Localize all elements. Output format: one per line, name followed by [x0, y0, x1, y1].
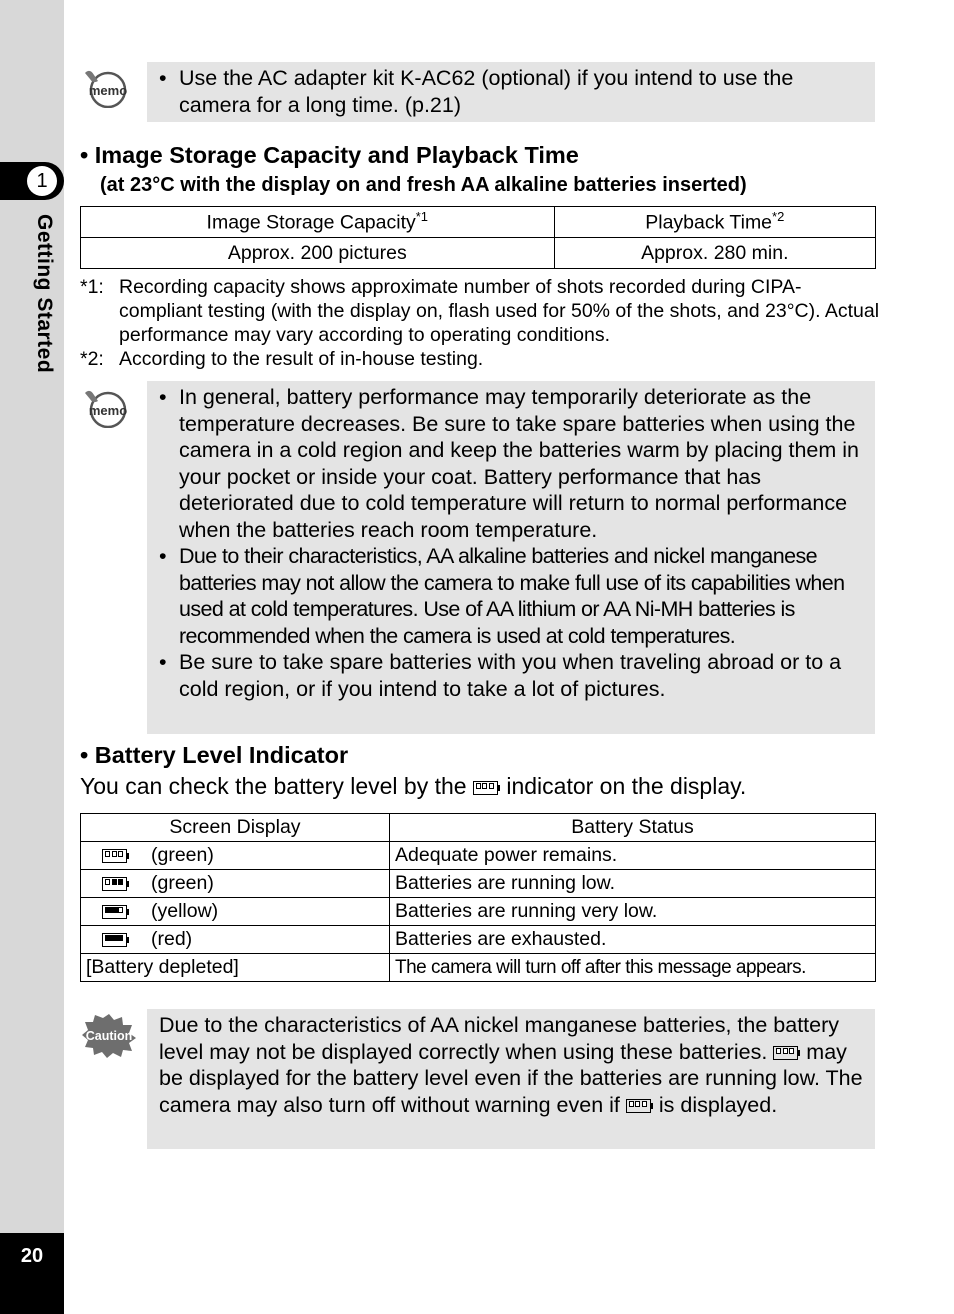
memo-item: • Be sure to take spare batteries with you when traveling abroad or to a cold region, or if you intend to take a lot of pictures. [159, 649, 865, 702]
table-row [81, 870, 876, 898]
table-row [81, 926, 876, 954]
battery-half-icon [102, 877, 129, 891]
indicator-color-label: (red) [151, 928, 193, 950]
indicator-color-label: (yellow) [151, 900, 219, 922]
caution-text-1: Due to the characteristics of AA nickel manganese batteries, the battery level may not be displayed correctly when using these batteries. [159, 1013, 840, 1064]
footnote-1: *1: Recording capacity shows approximate number of shots recorded during CIPA-compliant testing (with the display on, flash used for 50% of the shots, and 23°C). Actual performance may vary according to operating conditions. [80, 276, 880, 346]
memo-icon [82, 68, 130, 108]
storage-capacity-value: Approx. 200 pictures [81, 238, 555, 269]
table-row [81, 898, 876, 926]
caution-text-2: may be displayed for the battery level even if the batteries are running low. The camera may also turn off without warning even if [159, 1039, 863, 1117]
battery-status-text: Batteries are running very low. [390, 898, 876, 926]
memo-box-cold-weather [147, 381, 875, 734]
battery-depleted-label: [Battery depleted] [81, 954, 390, 982]
page-number: 20 [20, 1245, 44, 1267]
chapter-title: Getting Started [33, 214, 56, 374]
battery-status-text: The camera will turn off after this message appears. [390, 954, 876, 982]
battery-level-table [80, 813, 876, 982]
footnote-2: *2: According to the result of in-house testing. [80, 348, 484, 370]
memo-item: • Use the AC adapter kit K-AC62 (optional) if you intend to use the camera for a long time. (p.21) [159, 65, 865, 118]
battery-low-icon [102, 905, 129, 919]
battery-empty-icon [102, 933, 129, 947]
memo-label: memo [88, 403, 128, 418]
table-row [81, 842, 876, 870]
storage-table [80, 206, 876, 269]
battery-status-header: Battery Status [390, 814, 876, 842]
memo-label: memo [88, 83, 128, 98]
memo-icon [82, 388, 130, 428]
battery-full-icon [773, 1046, 800, 1060]
indicator-color-label: (green) [151, 872, 214, 894]
caution-label: Caution [85, 1029, 133, 1043]
battery-intro: You can check the battery level by the indicator on the display. [80, 773, 747, 799]
table-row [81, 954, 876, 982]
memo-item: • In general, battery performance may temporarily deteriorate as the temperature decreases. Be sure to take spare batteries when using the camera in a cold region and keep the batteries warm by placing them in your pocket or inside your coat. Battery performance that has deteriorated due to cold temperature will return to normal performance when the batteries reach room temperature. [159, 384, 865, 543]
indicator-color-label: (green) [151, 844, 214, 866]
playback-time-value: Approx. 280 min. [554, 238, 875, 269]
caution-text-3: is displayed. [658, 1092, 778, 1117]
storage-col2-header: Playback Time$^{*2}$ [554, 207, 875, 238]
battery-full-icon [473, 781, 500, 795]
battery-status-text: Batteries are running low. [390, 870, 876, 898]
battery-full-icon [102, 849, 129, 863]
footnotes [80, 275, 880, 371]
storage-heading: • Image Storage Capacity and Playback Time [80, 142, 579, 168]
storage-col1-header: Image Storage Capacity$^{*1}$ [81, 207, 555, 238]
battery-status-text: Batteries are exhausted. [390, 926, 876, 954]
memo-item: • Due to their characteristics, AA alkaline batteries and nickel manganese batteries may not allow the camera to make full use of its capabilities when used at cold temperatures. Use of AA lithium or AA Ni-MH batteries is recommended when the camera is used at cold temperatures. [159, 543, 865, 649]
battery-full-icon [626, 1099, 653, 1113]
caution-box [147, 1009, 875, 1149]
storage-subheading: (at 23°C with the display on and fresh AA alkaline batteries inserted) [100, 174, 747, 196]
screen-display-header: Screen Display [81, 814, 390, 842]
battery-status-text: Adequate power remains. [390, 842, 876, 870]
battery-heading: • Battery Level Indicator [80, 742, 349, 768]
caution-icon [80, 1012, 138, 1058]
chapter-number: 1 [27, 166, 57, 196]
memo-box-adapter [147, 62, 875, 122]
